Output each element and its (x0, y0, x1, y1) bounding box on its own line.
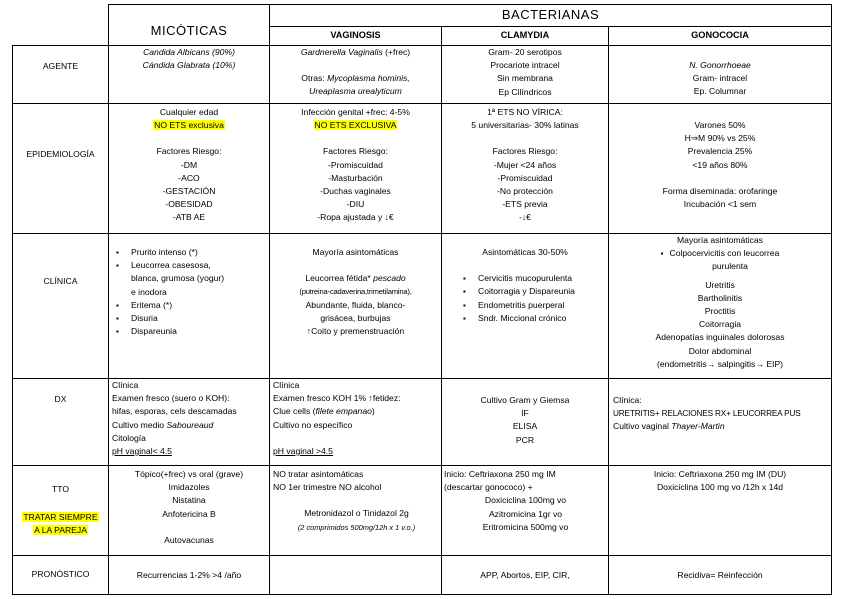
list-item: ▪ Endometritis puerperal (478, 299, 608, 312)
text-line: pH vaginal< 4.5 (112, 446, 172, 457)
text-line: -Mujer <24 años (493, 159, 557, 170)
text-line: Adenopatías inguinales dolorosas (655, 332, 785, 343)
text-line: Coitorragia (698, 319, 742, 330)
text-line: 5 universitarias- 30% latinas (471, 120, 579, 131)
text-line: H⇒M 90% vs 25% (684, 133, 756, 144)
text-line: grisácea, burbujas (320, 312, 391, 323)
text-line: -OBESIDAD (165, 199, 213, 210)
text-line: Autovacunas (164, 534, 214, 545)
text-line: Clínica (112, 380, 139, 390)
text-line: Gram- 20 serotipos (488, 47, 562, 57)
text-span: Gardnerella Vaginalis (300, 47, 383, 57)
header-micoticas: MICÓTICAS (150, 24, 228, 38)
list-item: ▪ Cervicitis mucopurulenta (478, 272, 608, 285)
spacer (442, 259, 608, 272)
text-line: Eritromicina 500mg vo (482, 521, 569, 532)
highlight-text: NO ETS EXCLUSIVA (314, 120, 397, 131)
text-line: ↑Coito y premenstruación (306, 326, 405, 337)
header-bacterianas: BACTERIANAS (501, 8, 600, 22)
text-line: ▪ Colpocervicitis con leucorrea (660, 248, 780, 259)
text-line: -Ropa ajustada y ↓€ (317, 212, 394, 223)
dx-vaginosis (273, 379, 440, 458)
text-line: IF (521, 408, 529, 419)
dx-micoticas (112, 379, 268, 458)
text-line: Cultivo Gram y Giemsa (480, 395, 570, 405)
grid-line (12, 465, 832, 466)
pronostico-clamydia: APP, Abortos, EIP, CIR, (480, 570, 570, 580)
text-line: Doxiciclina 100mg vo (484, 495, 567, 506)
text-line: Cualquier edad (159, 107, 219, 117)
text-line: Metronidazol o Tinidazol 2g (304, 508, 409, 519)
tto-vaginosis (273, 468, 440, 534)
symptom-list (109, 246, 269, 338)
text-line: Candida Albicans (90%) (143, 47, 235, 57)
list-item: ▪ Prurito intenso (*) (131, 246, 269, 259)
text-line: NO tratar asintomáticas (273, 469, 364, 479)
text-span: Thayer-Martin (671, 421, 725, 432)
text-line: <19 años 80% (692, 159, 748, 170)
tto-clamydia (444, 468, 607, 534)
text-line: Clínica (273, 380, 300, 390)
text-line (109, 119, 269, 132)
text-line: Clínica: (613, 395, 642, 405)
text-line: -ATB AE (172, 212, 206, 223)
list-item-continuation (131, 272, 269, 285)
text-line: Asintomáticas 30-50% (482, 247, 568, 257)
epidemiologia-micoticas (109, 106, 269, 225)
text-line: Inicio: Ceftriaxona 250 mg IM (DU) (653, 469, 787, 479)
text-span: ) (371, 406, 375, 417)
text-line: Sin membrana (497, 73, 553, 84)
epidemiologia-clamydia (442, 106, 608, 225)
text-line: Prevalencia 25% (687, 146, 753, 157)
text-line: (2 comprimidos 500mg/12h x 1 v.o.) (297, 522, 416, 532)
text-line: Nistatina (172, 495, 206, 506)
text-line: -ACO (178, 172, 200, 183)
text-line: Doxiciclina 100 mg vo /12h x 14d (656, 482, 784, 493)
text-line: Forma diseminada: orofaringe (662, 185, 778, 196)
text-line: (endometritis→ salpingitis→ EIP) (656, 358, 784, 369)
row-label-tto: TTO (51, 484, 70, 494)
pronostico-micoticas: Recurrencias 1-2% >4 /año (136, 570, 242, 580)
text-span: pescado (373, 273, 406, 284)
text-line: -↓€ (519, 212, 531, 223)
agente-vaginosis (270, 46, 441, 99)
epidemiologia-vaginosis (270, 106, 441, 225)
list-item: ▪ Disuria (131, 312, 269, 325)
spacer (109, 132, 269, 145)
text-line: -GESTACIÓN (162, 186, 216, 197)
clinica-gonococia (609, 234, 831, 371)
text-span: blanca, grumosa (yogur) (131, 273, 225, 284)
text-line: Examen fresco (suero o KOH): (112, 393, 230, 404)
text-line: Ep Cilíndricos (498, 86, 552, 97)
text-line (270, 46, 441, 59)
pronostico-gonococia: Recidiva= Reinfección (677, 570, 763, 580)
text-line: Inicio: Ceftriaxona 250 mg IM (444, 469, 556, 479)
text-span: Saboureaud (166, 419, 214, 430)
text-line: Cándida Glabrata (10%) (142, 60, 236, 71)
spacer (109, 521, 269, 534)
text-line (270, 72, 441, 85)
spacer (609, 172, 831, 185)
text-line: ELISA (512, 421, 538, 432)
text-line: Infección genital +frec: 4-5% (301, 107, 410, 117)
text-line: Procariote intracel (490, 60, 560, 71)
text-line: Factores Riesgo: (323, 146, 388, 157)
text-span: Cultivo vaginal (613, 421, 672, 432)
grid-line (269, 26, 832, 27)
spacer (270, 259, 441, 272)
text-line: NO 1er trimestre NO alcohol (273, 482, 382, 493)
row-label-epidemiologia: EPIDEMIOLOGÍA (26, 149, 95, 159)
text-line: N. Gonorrhoeae (689, 60, 751, 70)
list-item: ▪ Leucorrea casesosa, (131, 259, 269, 272)
text-line (270, 119, 441, 132)
text-line: Imidazoles (168, 482, 210, 493)
text-span: e inodora (131, 286, 167, 297)
text-line: -No protección (497, 186, 553, 197)
text-span: Colpocervicitis con leucorrea (669, 248, 780, 259)
text-line: -Promiscuidad (328, 159, 383, 170)
grid-line (12, 594, 832, 595)
text-span: Mycoplasma hominis, (327, 73, 410, 84)
row-label-pronostico: PRONÓSTICO (31, 569, 90, 579)
text-line: Abundante, fluida, blanco- (305, 299, 406, 310)
text-line: Factores Riesgo: (492, 146, 558, 157)
text-line: Citología (112, 432, 146, 443)
clinica-vaginosis (270, 246, 441, 338)
text-line: Anfotericina B (162, 508, 216, 519)
text-line (273, 405, 440, 418)
text-line: Mayoría asintomáticas (312, 247, 399, 257)
text-line: -DM (180, 159, 198, 170)
text-line: Azitromicina 1gr vo (488, 508, 563, 519)
epidemiologia-gonococia (609, 119, 831, 211)
dx-clamydia (442, 394, 608, 447)
header-gonococia: GONOCOCIA (691, 30, 749, 40)
text-span: Cultivo medio (112, 419, 167, 430)
text-line: purulenta (712, 261, 748, 272)
text-line: -Masturbación (328, 172, 383, 183)
spacer (273, 432, 440, 445)
text-line: -ETS previa (502, 199, 548, 210)
text-span: Clue cells ( (273, 406, 316, 417)
tratar-line-2: A LA PAREJA (34, 525, 87, 535)
list-item: ▪ Dispareunia (131, 325, 269, 338)
text-line: Bartholinitis (697, 292, 743, 303)
clinica-clamydia (442, 246, 608, 325)
grid-line (108, 4, 832, 5)
header-clamydia: CLAMYDIA (500, 30, 550, 40)
text-line (613, 420, 830, 433)
text-line: Proctitis (704, 306, 736, 317)
text-line: Ureaplasma urealyticum (309, 86, 402, 97)
text-line: Incubación <1 sem (683, 199, 757, 210)
text-line: Cultivo no específico (273, 419, 353, 430)
list-item-continuation (131, 286, 269, 299)
text-line: Tópico(+frec) vs oral (grave) (134, 469, 244, 479)
highlight-text: NO ETS exclusiva (154, 120, 224, 131)
clinica-micoticas (109, 246, 269, 338)
text-line: Mayoría asintomáticas (677, 235, 763, 245)
tto-micoticas (109, 468, 269, 547)
row-label-clinica: CLÍNICA (43, 276, 78, 286)
spacer (273, 494, 440, 507)
text-line (112, 419, 268, 432)
text-line: hifas, esporas, cels descamadas (112, 406, 237, 417)
list-item: ▪ Sndr. Miccional crónico (478, 312, 608, 325)
text-line: Dolor abdominal (688, 345, 752, 356)
text-span: Leucorrea fétida* (305, 273, 374, 284)
grid-line (831, 4, 832, 595)
list-item: ▪ Coitorragia y Dispareunia (478, 285, 608, 298)
text-line: Factores Riesgo: (156, 146, 222, 157)
text-line: URETRITIS+ RELACIONES RX+ LEUCORREA PUS (613, 409, 801, 419)
agente-micoticas (109, 46, 269, 72)
list-item: ▪ Eritema (*) (131, 299, 269, 312)
agente-gonococia (609, 59, 831, 99)
text-line: Ep. Columnar (693, 86, 747, 97)
text-line: -Promiscuidad (497, 172, 553, 183)
tto-gonococia (609, 468, 831, 494)
grid-line (12, 103, 832, 104)
row-label-tratar-pareja (13, 511, 108, 537)
text-line: 1ª ETS NO VÍRICA: (487, 107, 563, 117)
spacer (270, 59, 441, 72)
text-line: -DIU (346, 199, 365, 210)
text-line: pH vaginal >4.5 (273, 445, 333, 456)
text-span: Otras: (301, 73, 328, 84)
row-label-agente: AGENTE (42, 61, 79, 71)
row-label-dx: DX (54, 394, 67, 404)
dx-gonococia (613, 394, 830, 434)
text-line: PCR (515, 434, 535, 445)
tratar-line-1: TRATAR SIEMPRE (23, 512, 98, 522)
text-line: Varones 50% (694, 120, 746, 130)
text-line (270, 272, 441, 285)
text-line: -Duchas vaginales (320, 186, 391, 197)
text-line: (descartar gonococo) + (444, 482, 533, 493)
header-vaginosis: VAGINOSIS (330, 30, 381, 40)
text-line: (putreina-cadaverina,trimetilamina), (299, 287, 412, 297)
grid-line (12, 555, 832, 556)
text-span: filete empanao (315, 406, 372, 417)
spacer (270, 132, 441, 145)
symptom-list (442, 272, 608, 325)
text-line: Gram- intracel (692, 73, 748, 84)
spacer (442, 132, 608, 145)
text-line: Uretritis (705, 279, 735, 290)
text-span: (+frec) (382, 47, 411, 57)
agente-clamydia (442, 46, 608, 99)
text-line: Examen fresco KOH 1% ↑fetidez: (273, 393, 401, 404)
